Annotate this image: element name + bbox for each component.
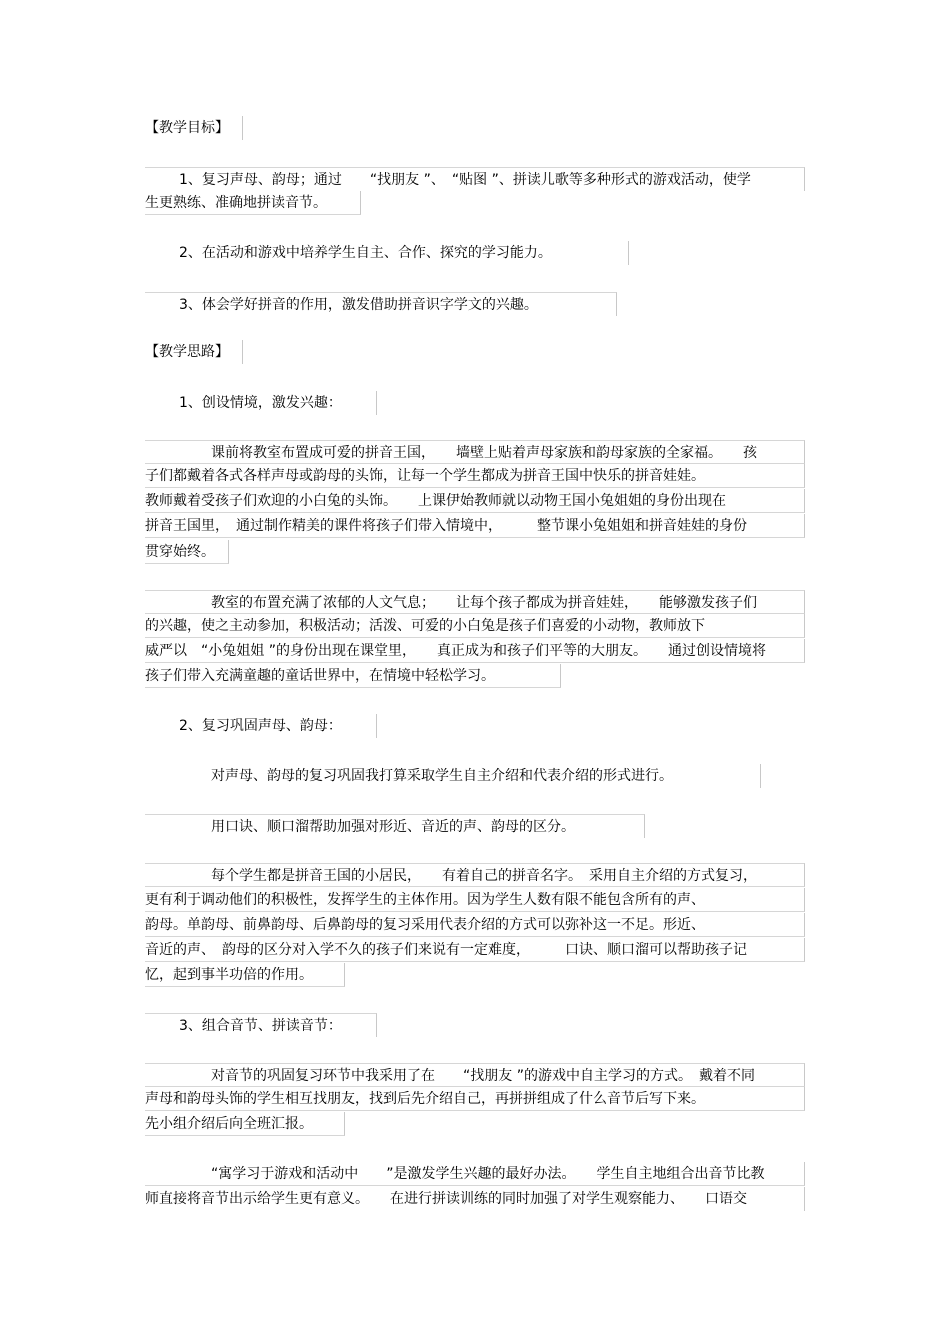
para-2-line-4: 孩子们带入充满童趣的童话世界中，在情境中轻松学习。 <box>145 664 561 688</box>
para-6-line-2: 声母和韵母头饰的学生相互找朋友，找到后先介绍自己，再拼拼组成了什么音节后写下来。 <box>145 1087 805 1111</box>
idea-2-heading: 2、复习巩固声母、韵母： <box>145 714 377 738</box>
para-1-line-4: 拼音王国里， 通过制作精美的课件将孩子们带入情境中， 整节课小兔姐姐和拼音娃娃的身份 <box>145 514 805 538</box>
goal-2: 2、在活动和游戏中培养学生自主、合作、探究的学习能力。 <box>145 241 629 265</box>
para-2-line-3: 威严以 “小兔姐姐 ”的身份出现在课堂里， 真正成为和孩子们平等的大朋友。 通过创设情境将 <box>145 639 805 663</box>
para-7-line-1: “寓学习于游戏和活动中 ”是激发学生兴趣的最好办法。 学生自主地组合出音节比教 <box>145 1162 805 1186</box>
para-2-line-2: 的兴趣，使之主动参加，积极活动；活泼、可爱的小白兔是孩子们喜爱的小动物，教师放下 <box>145 614 805 638</box>
para-5-line-2: 更有利于调动他们的积极性，发挥学生的主体作用。因为学生人数有限不能包含所有的声、 <box>145 888 805 912</box>
para-5-line-4: 音近的声、 韵母的区分对入学不久的孩子们来说有一定难度， 口诀、顺口溜可以帮助孩子记 <box>145 938 805 962</box>
para-1-line-3: 教师戴着受孩子们欢迎的小白兔的头饰。 上课伊始教师就以动物王国小兔姐姐的身份出现在 <box>145 489 805 513</box>
para-1-line-1: 课前将教室布置成可爱的拼音王国， 墙壁上贴着声母家族和韵母家族的全家福。 孩 <box>145 440 805 464</box>
goal-1-line-2: 生更熟练、准确地拼读音节。 <box>145 191 361 215</box>
para-6-line-1: 对音节的巩固复习环节中我采用了在 “找朋友 ”的游戏中自主学习的方式。 戴着不同 <box>145 1063 805 1087</box>
para-7-line-2: 师直接将音节出示给学生更有意义。 在进行拼读训练的同时加强了对学生观察能力、 口语交 <box>145 1187 805 1211</box>
para-1-line-5: 贯穿始终。 <box>145 540 229 564</box>
para-1-line-2: 子们都戴着各式各样声母或韵母的头饰，让每一个学生都成为拼音王国中快乐的拼音娃娃。 <box>145 464 805 488</box>
goal-1-line-1: 1、复习声母、韵母；通过 “找朋友 ”、 “贴图 ”、拼读儿歌等多种形式的游戏活动，使学 <box>145 167 805 191</box>
idea-1-heading: 1、创设情境，激发兴趣： <box>145 391 377 415</box>
goal-3: 3、体会学好拼音的作用，激发借助拼音识字学文的兴趣。 <box>145 292 617 316</box>
para-5-line-3: 韵母。单韵母、前鼻韵母、后鼻韵母的复习采用代表介绍的方式可以弥补这一不足。形近、 <box>145 913 805 937</box>
para-4: 用口诀、顺口溜帮助加强对形近、音近的声、韵母的区分。 <box>145 814 645 838</box>
para-5-line-1: 每个学生都是拼音王国的小居民， 有着自己的拼音名字。 采用自主介绍的方式复习， <box>145 863 805 887</box>
para-6-line-3: 先小组介绍后向全班汇报。 <box>145 1112 345 1136</box>
para-3: 对声母、韵母的复习巩固我打算采取学生自主介绍和代表介绍的形式进行。 <box>145 764 761 788</box>
section-heading-teaching-ideas: 【教学思路】 <box>145 340 243 364</box>
para-5-line-5: 忆，起到事半功倍的作用。 <box>145 963 345 987</box>
idea-3-heading: 3、组合音节、拼读音节： <box>145 1013 377 1037</box>
para-2-line-1: 教室的布置充满了浓郁的人文气息； 让每个孩子都成为拼音娃娃， 能够激发孩子们 <box>145 590 805 614</box>
section-heading-teaching-goals: 【教学目标】 <box>145 116 243 140</box>
